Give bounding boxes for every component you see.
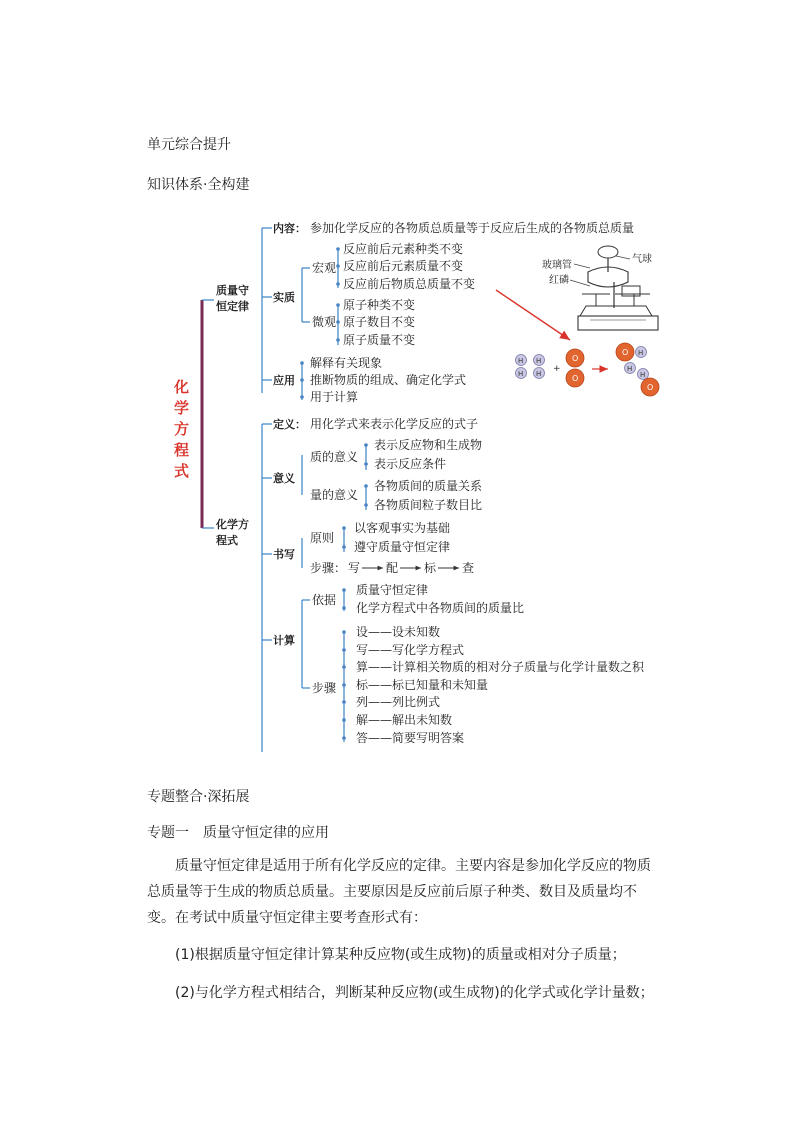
calc-steps-label: 步骤	[312, 681, 337, 695]
unit-heading: 单元综合提升	[147, 137, 231, 153]
content-label: 内容：	[273, 222, 306, 235]
calc-step: 解——解出未知数	[356, 713, 453, 727]
balance-apparatus-illustration	[542, 246, 658, 330]
application-item: 用于计算	[310, 390, 359, 404]
micro-item: 原子质量不变	[343, 333, 416, 347]
basis-label: 依据	[312, 593, 337, 607]
micro-item: 原子种类不变	[343, 298, 416, 312]
hydrogen-atom-label: H	[518, 357, 524, 365]
calc-step: 答——简要写明答案	[356, 731, 465, 745]
root-label	[173, 378, 189, 480]
macro-item: 反应前后物质总质量不变	[343, 277, 476, 291]
principle-item: 以客观事实为基础	[354, 521, 451, 535]
content-text: 参加化学反应的各物质总质量等于反应后生成的各物质总质量	[310, 221, 635, 235]
calc-step: 设——设未知数	[356, 625, 441, 639]
root-char: 化	[174, 378, 190, 396]
definition-label: 定义：	[273, 418, 306, 431]
hydrogen-atom-label: H	[518, 370, 524, 378]
root-char: 方	[174, 420, 190, 438]
red-phosphorus-label: 红磷	[549, 275, 569, 286]
paragraph: (2)与化学方程式相结合，判断某种反应物(或生成物)的化学式或化学计量数；	[175, 985, 654, 1001]
macro-label: 宏观	[312, 261, 337, 275]
oxygen-atom-label: O	[647, 383, 654, 392]
write-step: 查	[462, 561, 475, 575]
balloon-label: 气球	[632, 254, 652, 265]
hydrogen-atom-label: H	[638, 349, 644, 357]
red-arrow	[496, 290, 570, 340]
hydrogen-atom-label: H	[536, 357, 542, 365]
macro-item: 反应前后元素种类不变	[343, 242, 464, 256]
oxygen-atom-label: O	[572, 374, 579, 383]
paragraph: 质量守恒定律是适用于所有化学反应的定律。主要内容是参加化学反应的物质总质量等于生成的物质总质量。主要原因是反应前后原子种类、数目及质量均不变。在考试中质量守恒定律主要考查形式有：	[147, 858, 651, 926]
definition-text: 用化学式来表示化学反应的式子	[310, 417, 479, 431]
equation-label: 化学方	[216, 518, 249, 531]
root-char: 学	[174, 399, 190, 417]
writing-label: 书写	[273, 548, 295, 561]
quality-item: 表示反应条件	[374, 457, 447, 471]
micro-label: 微观	[312, 315, 337, 329]
application-item: 解释有关现象	[310, 356, 383, 370]
plus-sign: +	[553, 364, 561, 374]
calc-step: 写——写化学方程式	[356, 643, 465, 657]
macro-item: 反应前后元素质量不变	[343, 259, 464, 273]
topic1-heading: 专题一 质量守恒定律的应用	[147, 825, 329, 841]
oxygen-atom-label: O	[622, 348, 629, 357]
write-steps-label: 步骤：	[310, 561, 347, 575]
write-step: 标	[424, 561, 437, 575]
application-item: 推断物质的组成、确定化学式	[310, 373, 467, 387]
quantity-item: 各物质间的质量关系	[374, 479, 483, 493]
paragraph: (1)根据质量守恒定律计算某种反应物(或生成物)的质量或相对分子质量；	[175, 947, 626, 963]
calculation-label: 计算	[273, 634, 295, 647]
write-step: 写	[348, 561, 361, 575]
calc-step: 标——标已知量和未知量	[356, 678, 489, 692]
topics-heading: 专题整合·深拓展	[147, 789, 250, 805]
oxygen-atom-label: O	[572, 354, 579, 363]
write-step: 配	[386, 561, 399, 575]
essence-label: 实质	[273, 291, 295, 304]
quantity-item: 各物质间粒子数目比	[374, 498, 483, 512]
application-label: 应用	[273, 374, 295, 387]
quality-meaning-label: 质的意义	[310, 450, 359, 464]
glass-tube-label: 玻璃管	[542, 260, 572, 271]
calc-step: 算——计算相关物质的相对分子质量与化学计量数之积	[356, 660, 645, 674]
law-label: 恒定律	[216, 300, 249, 313]
quality-item: 表示反应物和生成物	[374, 438, 483, 452]
hydrogen-atom-label: H	[627, 365, 633, 373]
root-char: 程	[174, 441, 190, 459]
quantity-meaning-label: 量的意义	[310, 488, 359, 502]
calc-step: 列——列比例式	[356, 695, 441, 709]
principle-label: 原则	[310, 531, 335, 545]
hydrogen-atom-label: H	[640, 371, 646, 379]
equation-label: 程式	[216, 534, 238, 547]
micro-item: 原子数目不变	[343, 315, 416, 329]
basis-item: 质量守恒定律	[356, 583, 429, 597]
molecule-reaction-illustration	[516, 343, 660, 396]
hydrogen-atom-label: H	[536, 370, 542, 378]
basis-item: 化学方程式中各物质间的质量比	[356, 601, 525, 615]
law-label: 质量守	[216, 284, 249, 297]
principle-item: 遵守质量守恒定律	[354, 540, 451, 554]
root-char: 式	[174, 462, 190, 480]
meaning-label: 意义	[273, 472, 295, 485]
knowledge-heading: 知识体系·全构建	[147, 177, 250, 193]
